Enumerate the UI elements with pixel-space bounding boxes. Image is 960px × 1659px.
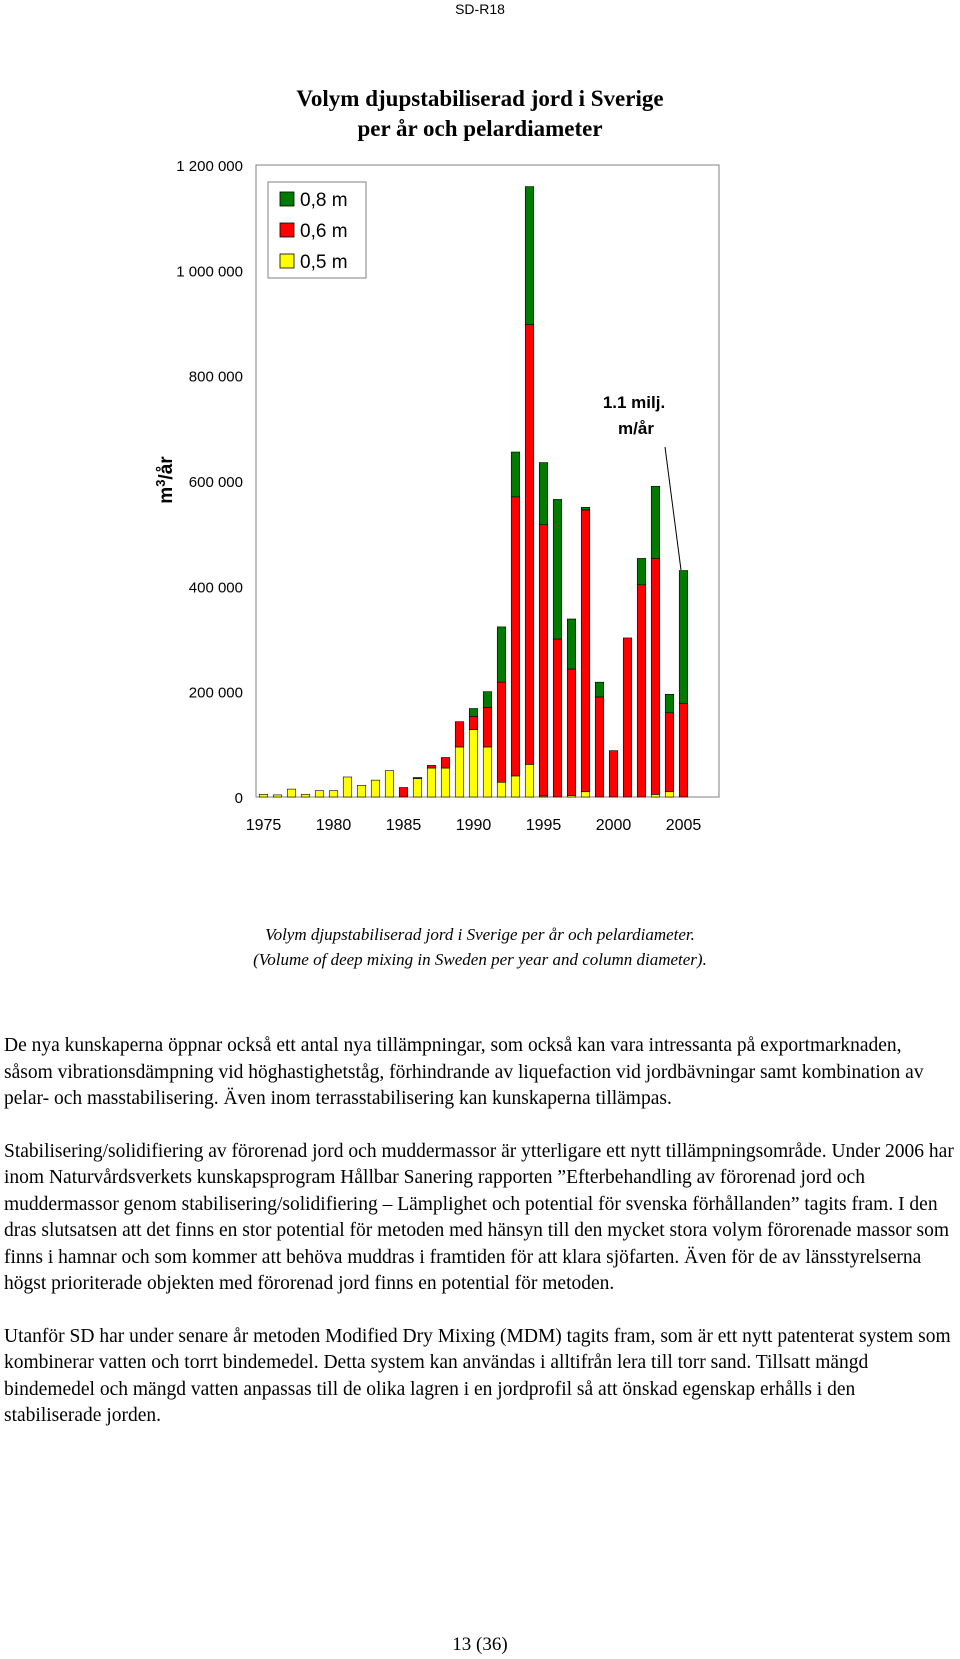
y-tick-label: 400 000 — [188, 579, 243, 597]
bar-segment — [441, 768, 450, 797]
y-axis-label: $m^3/år$ — [152, 456, 177, 504]
bar-segment — [427, 768, 436, 797]
bar-segment — [651, 486, 660, 558]
bar-segment — [623, 638, 632, 797]
x-tick-label: 2005 — [665, 817, 702, 834]
annotation-pointer — [665, 447, 681, 570]
bar-segment — [469, 716, 478, 729]
y-tick-label: 1 000 000 — [176, 263, 243, 281]
bar-segment — [637, 585, 646, 797]
bar-segment — [357, 785, 366, 797]
bar-segment — [385, 771, 394, 797]
bar-segment — [679, 571, 688, 704]
bar-segment — [567, 669, 576, 795]
bar-segment — [469, 730, 478, 797]
x-tick-label: 1995 — [525, 817, 562, 834]
bar-segment — [609, 751, 618, 797]
bar-segment — [371, 780, 380, 797]
figure-caption — [150, 922, 810, 972]
legend-swatch — [280, 223, 294, 237]
legend-swatch — [280, 192, 294, 206]
legend-label: 0,8 m — [300, 190, 348, 211]
bar-segment — [665, 792, 674, 797]
bar-segment — [539, 463, 548, 525]
bar-segment — [455, 722, 464, 747]
y-tick-label: 600 000 — [188, 474, 243, 491]
bar-segment — [329, 791, 338, 797]
bar-segment — [441, 758, 450, 769]
legend-swatch — [280, 254, 294, 268]
bar-segment — [497, 782, 506, 797]
document-code: SD-R18 — [455, 1, 505, 17]
bar-segment — [581, 510, 590, 792]
bar-segment — [497, 682, 506, 782]
bar-segment — [567, 619, 576, 669]
bar-segment — [595, 682, 604, 697]
bar-segment — [651, 558, 660, 794]
bar-segment — [469, 709, 478, 717]
bar-segment — [581, 792, 590, 797]
x-tick-label: 1990 — [455, 817, 492, 834]
x-tick-label: 2000 — [595, 817, 632, 834]
bar-segment — [455, 747, 464, 797]
bar-segment — [553, 499, 562, 639]
bar-segment — [553, 639, 562, 797]
page-number: 13 (36) — [452, 1634, 508, 1655]
bar-segment — [539, 525, 548, 796]
bar-segment — [273, 795, 282, 797]
bar-segment — [497, 627, 506, 682]
bar-segment — [511, 497, 520, 776]
y-tick-label: 1 200 000 — [176, 158, 243, 175]
bar-segment — [343, 777, 352, 797]
bar-segment — [595, 697, 604, 797]
y-tick-label: 200 000 — [188, 684, 243, 702]
bar-segment — [301, 794, 310, 797]
legend-label: 0,5 m — [300, 252, 348, 273]
annotation-text: 1.1 milj. — [602, 393, 666, 412]
paragraph-3: Utanför SD har under senare år metoden Modified Dry Mixing (MDM) tagits fram, som är ett nytt patenterat system som kombinerar vatten och torrt bindemedel. Detta system kan användas i alltifrån lera till torr sand. Tillsatt mängd bindemedel och mängd vatten anpassas till de olika lagren i en jordprofil så att önskad egenskap erhålls i den stabiliserade jorden. — [4, 1325, 951, 1426]
bar-segment — [665, 694, 674, 712]
bar-segment — [483, 692, 492, 708]
bar-segment — [427, 765, 436, 768]
bar-segment — [511, 776, 520, 797]
bar-segment — [483, 747, 492, 797]
bar-segment — [665, 713, 674, 792]
y-tick-label: 800 000 — [188, 368, 243, 386]
bar-segment — [511, 452, 520, 497]
chart-title-line1: Volym djupstabiliserad jord i Sverige — [296, 86, 664, 111]
chart-title-line2: per år och pelardiameter — [357, 116, 603, 141]
bar-segment — [287, 789, 296, 797]
bar-segment — [651, 794, 660, 797]
paragraph-1: De nya kunskaperna öppnar också ett antal nya tillämpningar, som också kan vara intressanta på exportmarknaden, såsom vibrationsdämpning vid höghastighetståg, förhindrande av liquefaction vid jordbävningar samt kombination av pelar- och masstabilisering. Även inom terrasstabilisering kan kunskaperna tillämpas. — [4, 1035, 924, 1109]
bar-segment — [525, 764, 534, 797]
bar-segment — [581, 507, 590, 510]
bar-segment — [483, 707, 492, 747]
bar-segment — [315, 791, 324, 797]
annotation-text: m/år — [618, 419, 654, 438]
bar-segment — [525, 187, 534, 325]
caption-line2: (Volume of deep mixing in Sweden per year and column diameter). — [253, 950, 707, 969]
caption-line1: Volym djupstabiliserad jord i Sverige per år och pelardiameter. — [265, 925, 695, 944]
x-tick-label: 1985 — [385, 817, 422, 834]
y-tick-label: 0 — [234, 790, 243, 807]
bar-segment — [679, 703, 688, 797]
bar-segment — [413, 779, 422, 797]
bar-segment — [525, 325, 534, 765]
bar-segment — [413, 778, 422, 779]
bar-segment — [399, 788, 408, 797]
bar-segment — [637, 558, 646, 584]
paragraph-2: Stabilisering/solidifiering av förorenad jord och muddermassor är ytterligare ett nytt tillämpningsområde. Under 2006 har inom Naturvårdsverkets kunskapsprogram Hållbar Sanering rapporten ”Efterbehandling av förorenad jord och muddermassor genom stabilisering/solidifiering – Lämplighet och potential för svenska förhållanden” tagits fram. I den dras slutsatsen att det finns en stor potential för metoden med hänsyn till den mycket stora volym förorenade massor som finns i hamnar och som kommer att behöva muddras i framtiden för att klara sjöfarten. Även för de av länsstyrelserna högst prioriterade objekten med förorenad jord finns en potential för metoden. — [4, 1140, 954, 1294]
x-tick-label: 1980 — [315, 817, 352, 834]
x-tick-label: 1975 — [245, 817, 282, 834]
bar-segment — [259, 794, 268, 797]
body-text — [4, 1033, 954, 1456]
legend-label: 0,6 m — [300, 221, 348, 242]
